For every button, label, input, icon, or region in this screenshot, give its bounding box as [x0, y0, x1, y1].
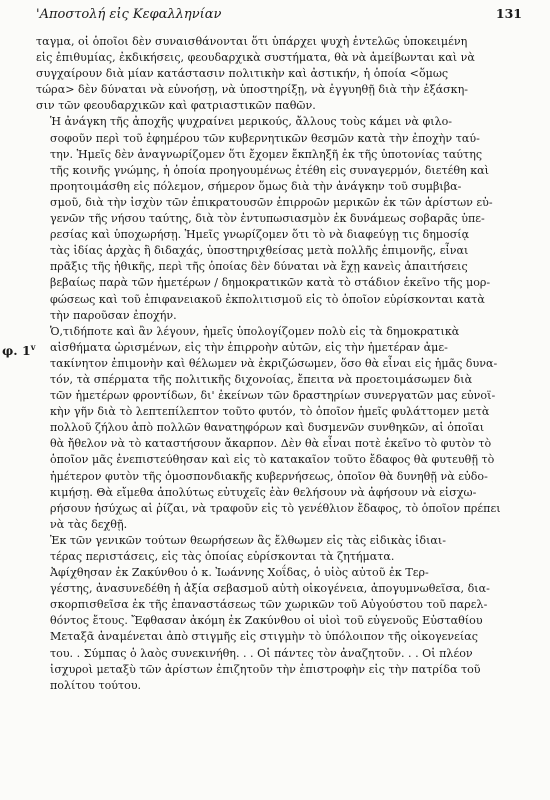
text-line: πρᾶξις τῆς ἠθικῆς, περὶ τῆς ὁποίας δὲν δύναται νὰ ἔχῃ κανεὶς ἀπαιτήσεις — [50, 260, 468, 274]
paragraph — [36, 533, 522, 565]
text-line: σμοῦ, διὰ τὴν ἰσχὺν τῶν ἐπικρατουσῶν ἐπιρροῶν μερικῶν ἐκ τῶν ἀρίστων εὐ- — [50, 195, 493, 209]
text-line: ταγμα, οἱ ὁποῖοι δὲν συναισθάνονται ὅτι ὑπάρχει ψυχὴ ἐντελῶς ὑποκειμένη — [36, 35, 468, 48]
text-line: σκορπισθεῖσα ἐκ τῆς ἐπαναστάσεως τῶν χωρικῶν τοῦ Αὐγούστου τοῦ παρελ- — [50, 598, 488, 612]
text-line: τὰς ἰδίας ἀρχὰς ἣ διδαχάς, ὑποστηριχθείσας μετὰ πολλῆς ἐπιμονῆς, εἶναι — [50, 244, 469, 258]
text-line: θόντος ἔτους. Ἔφθασαν ἀκόμη ἐκ Ζακύνθου οἱ υἱοὶ τοῦ εὐγενοῦς Εὐσταθίου — [50, 614, 483, 628]
folio-side: v — [30, 342, 36, 352]
page-number: 131 — [495, 6, 522, 21]
paragraph — [36, 324, 522, 533]
folio-margin-note — [2, 342, 35, 358]
text-line: θὰ ἤθελον νὰ τὸ καταστήσουν ἄκαρπον. Δὲν θὰ εἶναι ποτὲ ἐκεῖνο τὸ φυτὸν τὸ — [50, 437, 492, 451]
text-line: Ἀφίχθησαν ἐκ Ζακύνθου ὁ κ. Ἰωάννης Χοΐδας, ὁ υἱὸς αὐτοῦ ἐκ Τερ- — [50, 566, 429, 580]
text-line: προητοιμάσθη εἰς πόλεμον, σήμερον ὅμως διὰ τὴν ἀνάγκην τοῦ συμβιβα- — [50, 179, 462, 193]
text-line: την. Ἡμεῖς δὲν ἀναγνωρίζομεν ὅτι ἔχομεν ἔκπληξῆ ἐκ τῆς ὑποτονίας ταύτης — [50, 147, 483, 161]
text-line: πολίτου τούτου. — [50, 678, 142, 692]
text-line: τακίνητον ἐπιμονὴν καὶ θέλωμεν νὰ ἐκριζώσωμεν, ὅσο θὰ εἶναι εἰς ἡμᾶς δυνα- — [50, 356, 498, 370]
text-line: αἰσθήματα ὡρισμένων, εἰς τὴν ἐπιρροὴν αὐτῶν, εἰς τὴν ἡμετέραν ἀμε- — [50, 340, 448, 354]
text-line: τὴν παροῦσαν ἐποχήν. — [50, 308, 177, 322]
paragraph — [36, 565, 522, 694]
text-line: τώρα> δὲν δύναται νὰ εὐνοήσῃ, νὰ ὑποστηρίξῃ, νὰ ἐγγυηθῇ διὰ τὴν ἐξάσκη- — [36, 83, 468, 97]
text-line: συγχαίρουν διὰ μίαν κατάστασιν πολιτικὴν καὶ ἀστικήν, ἡ ὁποία <ὅμως — [36, 67, 449, 81]
text-line: κιμήσῃ. Θὰ εἴμεθα ἀπολύτως εὐτυχεῖς ἐὰν θελήσουν νὰ ἀφήσουν νὰ εἰσχω- — [50, 485, 477, 499]
text-line: του. . Σύμπας ὁ λαὸς συνεκινήθη. . . Οἱ πάντες τὸν ἀναζητοῦν. . . Οἱ πλέον — [50, 646, 473, 660]
text-line: Ὁ,τιδήποτε καὶ ἂν λέγουν, ἡμεῖς ὑπολογίζομεν πολὺ εἰς τὰ δημοκρατικὰ — [50, 324, 460, 338]
text-line: βεβαίως παρὰ τῶν ἡμετέρων / δημοκρατικῶν κατὰ τὸ στάδιον ἐκεῖνο τῆς μορ- — [50, 276, 491, 290]
text-line: εἰς ἐπιθυμίας, ἐκδικήσεις, φεουδαρχικὰ συστήματα, θὰ νὰ ἀμείβωνται καὶ νὰ — [36, 51, 475, 65]
text-line: γέστης, ἀνασυνεδέθη ἡ ἀξία σεβασμοῦ αὐτὴ οἰκογένεια, ἀπογυμνωθεῖσα, δια- — [50, 582, 490, 596]
text-line: Ἡ ἀνάγκη τῆς ἀποχῆς ψυχραίνει μερικούς, ἄλλους τοὺς κάμει νὰ φιλο- — [50, 115, 453, 129]
text-line: γενῶν τῆς νήσου ταύτης, διὰ τὸν ἐντυπωσιασμὸν ἐκ δυνάμεως σοβαρᾶς ὑπε- — [50, 212, 485, 226]
paragraph — [36, 114, 522, 323]
folio-label: φ. 1 — [2, 343, 31, 359]
text-line: Ἐκ τῶν γενικῶν τούτων θεωρήσεων ἂς ἔλθωμεν εἰς τὰς εἰδικὰς ἰδιαι- — [50, 533, 447, 547]
text-line: νὰ τὰς δεχθῇ. — [50, 517, 128, 531]
text-line: ἰσχυροὶ μεταξὺ τῶν ἀρίστων ἐπιζητοῦν τὴν ἐπιστροφὴν εἰς τὴν πατρίδα τοῦ — [50, 662, 481, 676]
text-line: σιν τῶν φεουδαρχικῶν καὶ φατριαστικῶν παθῶν. — [36, 99, 316, 113]
paragraph — [36, 34, 522, 114]
text-line: τῆς κοινῆς γνώμης, ἡ ὁποία προηγουμένως ἐτέθη εἰς συναγερμόν, διετέθη καὶ — [50, 163, 489, 177]
text-line: Μεταξᾶ ἀναμένεται ἀπὸ στιγμῆς εἰς στιγμὴν τὸ ὑπόλοιπον τῆς οἰκογενείας — [50, 630, 478, 644]
text-line: κὴν γῆν διὰ τὸ λεπτεπίλεπτον τοῦτο φυτόν, τὸ ὁποῖον ἡμεῖς φυλάττομεν μετὰ — [50, 405, 490, 419]
text-line: τόν, τὰ σπέρματα τῆς πολιτικῆς διχονοίας, ἔπειτα νὰ προετοιμάσωμεν διὰ — [50, 372, 473, 386]
text-line: σοφοῦν περὶ τοῦ ἐφημέρου τῶν κυβερνητικῶν θεσμῶν κατὰ τὴν ἐποχὴν ταύ- — [50, 131, 480, 145]
text-line: ρήσουν ἡσύχως αἱ ῥίζαι, νὰ τραφοῦν εἰς τὸ γενέθλιον ἔδαφος, τὸ ὁποῖον πρέπει — [50, 501, 501, 515]
text-line: τῶν ἡμετέρων φροντίδων, δι' ἐκείνων τῶν δραστηρίων συνεργατῶν μας εὐνοϊ- — [50, 389, 496, 403]
text-line: ὁποῖον μᾶς ἐνεπιστεύθησαν καὶ εἰς τὸ κατακαῖον τοῦτο ἔδαφος θὰ φυτευθῇ τὸ — [50, 453, 495, 467]
running-title: 'Αποστολή εἰς Κεφαλληνίαν — [36, 7, 222, 22]
text-line: ρεσίας καὶ ὑποχωρήσῃ. Ἡμεῖς γνωρίζομεν ὅτι τὸ νὰ διαφεύγῃ τις δημοσίᾳ — [50, 228, 470, 242]
body-text — [36, 34, 522, 694]
text-line: ἡμέτερον φυτὸν τῆς ὁμοσπονδιακῆς κυβερνήσεως, ὁποῖον θὰ δυνηθῇ νὰ εὐδο- — [50, 469, 488, 483]
text-line: φώσεως καὶ τοῦ ἐπιφανειακοῦ ἐκπολιτισμοῦ εἰς τὸ ὁποῖον εὑρίσκονται κατὰ — [50, 292, 485, 306]
text-line: τέρας περιστάσεις, εἰς τὰς ὁποίας εὑρίσκονται τὰ ζητήματα. — [50, 550, 395, 563]
running-head — [36, 6, 522, 22]
text-line: πολλοῦ ζήλου ἀπὸ πολλῶν θανατηφόρων καὶ δυσμενῶν συνθηκῶν, αἱ ὁποῖαι — [50, 421, 485, 435]
